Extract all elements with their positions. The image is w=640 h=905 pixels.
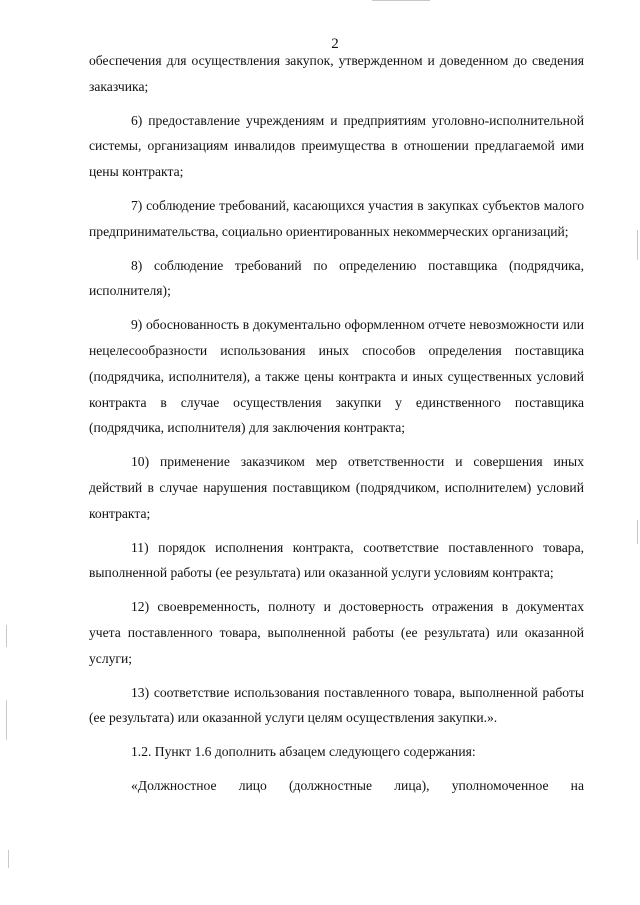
list-item-8: 8) соблюдение требований по определению поставщика (подрядчика, исполнителя); bbox=[89, 257, 584, 299]
list-item-11: 11) порядок исполнения контракта, соответствие поставленного товара, выполненной работы (ее результата) или оказанной услуги условиям контракта; bbox=[89, 539, 584, 581]
scan-artifact bbox=[8, 850, 9, 868]
scan-artifact bbox=[372, 0, 430, 1]
scan-artifact bbox=[637, 520, 638, 544]
list-item-6: 6) предоставление учреждениям и предприятиям уголовно-исполнительной системы, организациям инвалидов преимущества в отношении предлагаемой ими цены контракта; bbox=[89, 112, 584, 180]
scan-artifact bbox=[637, 230, 638, 260]
list-item-12: 12) своевременность, полноту и достоверность отражения в документах учета поставленного товара, выполненной работы (ее результата) или оказанной услуги; bbox=[89, 599, 584, 666]
scan-artifact bbox=[6, 700, 7, 740]
document-body bbox=[89, 48, 584, 799]
amendment-quote-start: «Должностное лицо (должностные лица), уполномоченное на bbox=[131, 777, 584, 793]
list-item-10: 10) применение заказчиком мер ответственности и совершения иных действий в случае нарушения поставщиком (подрядчиком, исполнителем) условий контракта; bbox=[89, 454, 584, 521]
list-item-7: 7) соблюдение требований, касающихся участия в закупках субъектов малого предпринимательства, социально ориентированных некоммерческих организаций; bbox=[89, 197, 584, 239]
paragraph-continuation: обеспечения для осуществления закупок, утвержденном и доведенном до сведения заказчика; bbox=[89, 53, 584, 94]
list-item-13: 13) соответствие использования поставленного товара, выполненной работы (ее результата) или оказанной услуги целям осуществления закупки.». bbox=[89, 684, 584, 726]
list-item-9: 9) обоснованность в документально оформленном отчете невозможности или нецелесообразности использования иных способов определения поставщика (подрядчика, исполнителя), а также цены контракта и иных существенных условий контракта в случае осуществления закупки у единственного поставщика (подрядчика, исполнителя) для заключения контракта; bbox=[89, 317, 584, 436]
scan-artifact bbox=[6, 625, 7, 647]
page-number: 2 bbox=[331, 36, 339, 52]
amendment-clause: 1.2. Пункт 1.6 дополнить абзацем следующего содержания: bbox=[131, 744, 476, 760]
